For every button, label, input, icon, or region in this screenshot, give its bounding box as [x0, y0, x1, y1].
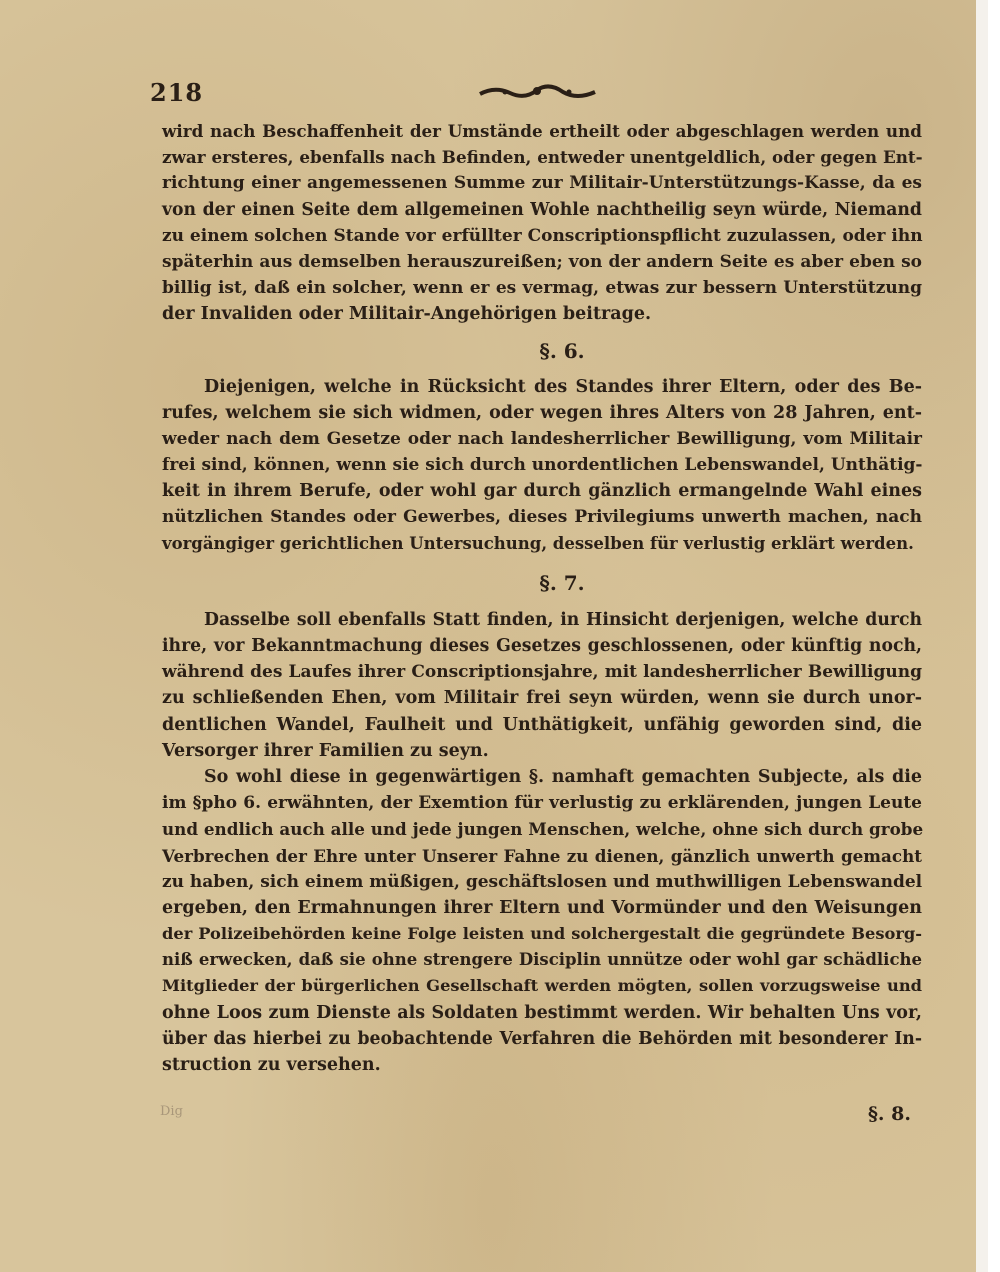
text-line: zu haben, sich einem müßigen, geschäftslosen und muthwilligen Lebenswandel — [162, 871, 923, 892]
section-6-heading: §. 6. — [539, 338, 585, 363]
text-line: struction zu versehen. — [162, 1055, 381, 1075]
text-line: dentlichen Wandel, Faulheit und Unthätigkeit, unfähig geworden sind, die — [162, 714, 922, 735]
text-line: niß erwecken, daß sie ohne strengere Disciplin unnütze oder wohl gar schädliche — [162, 950, 922, 970]
text-line: zu einem solchen Stande vor erfüllter Conscriptionspflicht zuzulassen, oder ihn — [162, 225, 923, 246]
text-line: nützlichen Standes oder Gewerbes, dieses Privilegiums unwerth machen, nach — [162, 507, 922, 528]
text-line: ergeben, den Ermahnungen ihrer Eltern und Vormünder und den Weisungen — [162, 897, 922, 918]
text-line: vorgängiger gerichtlichen Untersuchung, desselben für verlustig erklärt werden. — [162, 533, 914, 553]
text-line: keit in ihrem Berufe, oder wohl gar durch gänzlich ermangelnde Wahl eines — [162, 481, 922, 502]
closing-paragraph — [162, 764, 922, 1078]
text-line: Dasselbe soll ebenfalls Statt finden, in Hinsicht derjenigen, welche durch — [204, 609, 922, 630]
text-line: billig ist, daß ein solcher, wenn er es vermag, etwas zur bessern Unterstützung — [162, 278, 922, 299]
text-line: über das hierbei zu beobachtende Verfahren die Behörden mit besonderer In- — [162, 1028, 922, 1049]
header-ornament — [475, 80, 600, 102]
text-line: Versorger ihrer Familien zu seyn. — [162, 740, 489, 761]
page-body — [162, 118, 922, 1078]
text-line: während des Laufes ihrer Conscriptionsjahre, mit landesherrlicher Bewilligung — [162, 662, 922, 683]
page-number: 218 — [150, 78, 204, 107]
section-7-paragraph — [162, 607, 922, 764]
text-line: zu schließenden Ehen, vom Militair frei seyn würden, wenn sie durch unor- — [162, 688, 922, 709]
text-line: frei sind, können, wenn sie sich durch unordentlichen Lebenswandel, Unthätig- — [162, 455, 923, 476]
text-line: der Polizeibehörden keine Folge leisten und solchergestalt die gegründete Besorg- — [162, 924, 922, 944]
text-line: der Invaliden oder Militair-Angehörigen beitrage. — [162, 304, 652, 325]
text-line: wird nach Beschaffenheit der Umstände ertheilt oder abgeschlagen werden und — [162, 121, 922, 141]
text-line: und endlich auch alle und jede jungen Menschen, welche, ohne sich durch grobe — [162, 819, 924, 840]
text-line: rufes, welchem sie sich widmen, oder wegen ihres Alters von 28 Jahren, ent- — [162, 402, 922, 423]
text-line: richtung einer angemessenen Summe zur Militair-Unterstützungs-Kasse, da es — [162, 173, 922, 194]
catchword: §. 8. — [868, 1103, 912, 1125]
text-line: ihre, vor Bekanntmachung dieses Gesetzes geschlossenen, oder künftig noch, — [162, 636, 922, 656]
section-6-paragraph — [162, 374, 922, 557]
text-line: Mitglieder der bürgerlichen Gesellschaft werden mögten, sollen vorzugsweise und — [162, 976, 922, 996]
page-edge — [976, 0, 988, 1272]
text-line: späterhin aus demselben herauszureißen; von der andern Seite es aber eben so — [162, 251, 922, 272]
library-stamp: Dig — [160, 1104, 183, 1119]
paragraph-continuation — [162, 118, 922, 328]
text-line: weder nach dem Gesetze oder nach landesherrlicher Bewilligung, vom Militair — [162, 428, 922, 449]
text-line: von der einen Seite dem allgemeinen Wohle nachtheilig seyn würde, Niemand — [162, 199, 922, 220]
text-line: Diejenigen, welche in Rücksicht des Standes ihrer Eltern, oder des Be- — [204, 376, 922, 397]
text-line: Verbrechen der Ehre unter Unserer Fahne zu dienen, gänzlich unwerth gemacht — [162, 845, 922, 866]
text-line: im §pho 6. erwähnten, der Exemtion für verlustig zu erklärenden, jungen Leute — [162, 793, 922, 814]
text-line: ohne Loos zum Dienste als Soldaten bestimmt werden. Wir behalten Uns vor, — [162, 1002, 922, 1023]
section-7-heading: §. 7. — [539, 570, 585, 595]
text-line: So wohl diese in gegenwärtigen §. namhaft gemachten Subjecte, als die — [204, 766, 922, 787]
text-line: zwar ersteres, ebenfalls nach Befinden, entweder unentgeldlich, oder gegen Ent- — [162, 147, 923, 168]
